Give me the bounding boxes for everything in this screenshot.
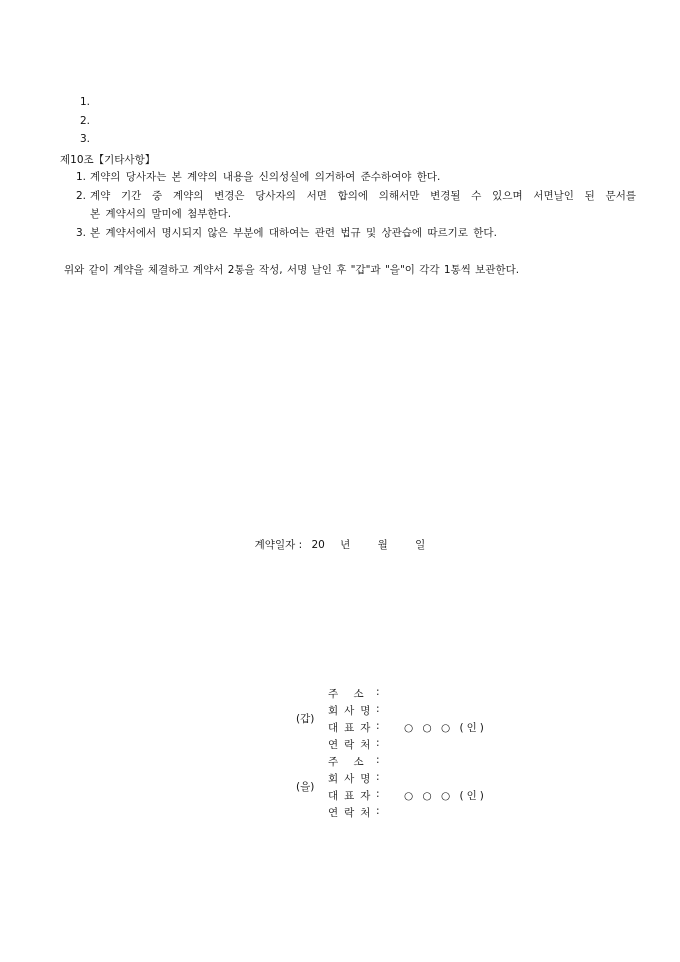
- colon: :: [376, 771, 380, 783]
- clause-number: 3.: [76, 227, 87, 239]
- contract-date: [0, 537, 680, 552]
- colon: :: [376, 788, 380, 800]
- article-title: 제10조【기타사항】: [60, 154, 156, 166]
- colon: :: [376, 686, 380, 698]
- colon: :: [376, 720, 380, 732]
- clause-number: 2.: [76, 190, 87, 202]
- party-a-signature: ○ ○ ○ (인): [404, 722, 487, 734]
- colon: :: [376, 737, 380, 749]
- date-month-unit: 월: [377, 539, 388, 551]
- party-a-representative-label: 대표자: [328, 722, 377, 734]
- date-day-unit: 일: [415, 539, 426, 551]
- colon: :: [376, 703, 380, 715]
- list-number-2: 2.: [80, 115, 91, 127]
- clause-text: 계약의 당사자는 본 계약의 내용을 신의성실에 의거하여 준수하여야 한다.: [90, 171, 441, 183]
- date-year-unit: 년: [340, 539, 351, 551]
- party-a-address-label: 주 소: [328, 688, 370, 700]
- party-a-label: (갑): [296, 713, 315, 725]
- party-b-label: (을): [296, 781, 315, 793]
- clause-text-line-1: 계약 기간 중 계약의 변경은 당사자의 서면 합의에 의해서만 변경될 수 있으며 서면날인 된 문서를: [90, 190, 636, 202]
- party-b-address-label: 주 소: [328, 756, 370, 768]
- clause-number: 1.: [76, 171, 87, 183]
- date-label: 계약일자 :: [254, 539, 303, 551]
- closing-statement: 위와 같이 계약을 체결하고 계약서 2통을 작성, 서명 날인 후 "갑"과 "을"이 각각 1통씩 보관한다.: [64, 264, 520, 276]
- party-b-company-label: 회사명: [328, 773, 377, 785]
- list-number-3: 3.: [80, 133, 91, 145]
- list-number-1: 1.: [80, 96, 91, 108]
- colon: :: [376, 805, 380, 817]
- clause-text-line-2: 본 계약서의 말미에 첨부한다.: [90, 208, 232, 220]
- party-a-company-label: 회사명: [328, 705, 377, 717]
- date-year-prefix: 20: [311, 539, 325, 551]
- party-b-contact-label: 연락처: [328, 807, 377, 819]
- party-a-contact-label: 연락처: [328, 739, 377, 751]
- colon: :: [376, 754, 380, 766]
- party-b-representative-label: 대표자: [328, 790, 377, 802]
- clause-text: 본 계약서에서 명시되지 않은 부분에 대하여는 관련 법규 및 상관습에 따르기로 한다.: [90, 227, 497, 239]
- party-b-signature: ○ ○ ○ (인): [404, 790, 487, 802]
